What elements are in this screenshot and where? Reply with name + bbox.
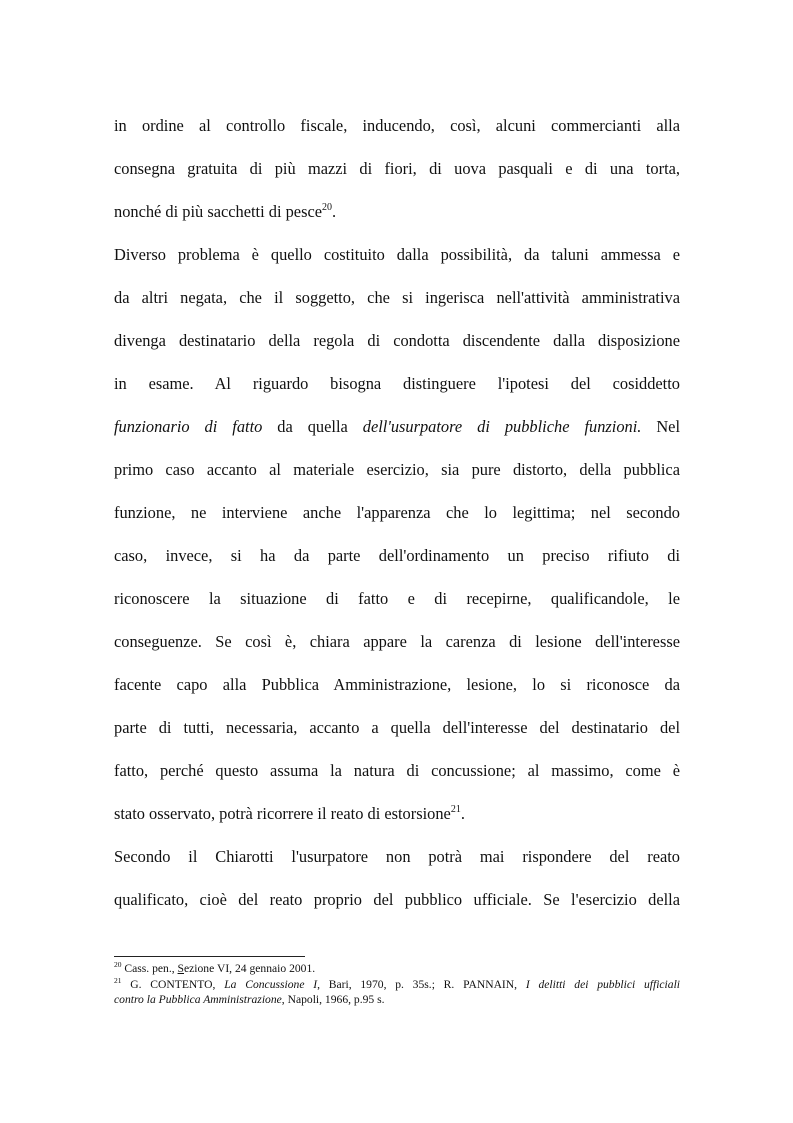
body-line — [114, 718, 680, 738]
italic-text: I delitti dei pubblici ufficiali — [525, 978, 681, 991]
text-run: S — [177, 962, 184, 975]
body-line — [114, 288, 680, 308]
text-run: , Napoli, 1966, p.95 s. — [281, 993, 385, 1006]
text-run: nonché di più sacchetti di pesce — [114, 202, 322, 221]
text-run: . — [332, 202, 337, 221]
body-line — [114, 675, 680, 695]
text-run: Cass. pen., — [121, 962, 178, 975]
text-run: G. CONTENTO, — [121, 978, 225, 991]
footnote-line — [114, 978, 680, 992]
text-run: da altri negata, che il soggetto, che si ingerisca nell'attività amministrativa — [114, 288, 680, 307]
text-run: in ordine al controllo fiscale, inducendo, così, alcuni commercianti alla — [114, 116, 680, 135]
footnote-line — [114, 993, 680, 1007]
text-run: fatto, perché questo assuma la natura di concussione; al massimo, come è — [114, 761, 680, 780]
text-run: da quella — [262, 417, 363, 436]
body-line — [114, 847, 680, 867]
text-run: , Bari, 1970, p. 35s.; R. PANNAIN, — [317, 978, 526, 991]
footnote-reference: 21 — [114, 976, 122, 985]
text-run: Secondo il Chiarotti l'usurpatore non potrà mai rispondere del reato — [114, 847, 680, 866]
body-line — [114, 589, 680, 609]
text-run: qualificato, cioè del reato proprio del pubblico ufficiale. Se l'esercizio della — [114, 890, 680, 909]
body-line — [114, 331, 680, 351]
body-line — [114, 116, 680, 136]
text-run: parte di tutti, necessaria, accanto a quella dell'interesse del destinatario del — [114, 718, 680, 737]
footnote-reference: 21 — [450, 804, 461, 815]
italic-text: dell'usurpatore di pubbliche funzioni. — [362, 417, 642, 436]
body-line — [114, 890, 680, 910]
text-run: ezione VI, 24 gennaio 2001. — [184, 962, 316, 975]
text-run: in esame. Al riguardo bisogna distinguere l'ipotesi del cosiddetto — [114, 374, 680, 393]
text-run: divenga destinatario della regola di condotta discendente dalla disposizione — [114, 331, 680, 350]
body-line — [114, 804, 680, 824]
text-run: funzione, ne interviene anche l'apparenza che lo legittima; nel secondo — [114, 503, 680, 522]
body-line — [114, 546, 680, 566]
text-run: . — [460, 804, 465, 823]
text-run: primo caso accanto al materiale esercizio, sia pure distorto, della pubblica — [114, 460, 680, 479]
body-line — [114, 503, 680, 523]
body-line — [114, 460, 680, 480]
footnote-separator — [114, 956, 305, 957]
body-line — [114, 202, 680, 222]
text-run: Nel — [641, 417, 681, 436]
text-run: consegna gratuita di più mazzi di fiori, di uova pasquali e di una torta, — [114, 159, 680, 178]
body-line — [114, 245, 680, 265]
footnote-reference: 20 — [322, 202, 332, 213]
italic-text: contro la Pubblica Amministrazione — [114, 993, 282, 1006]
text-run: stato osservato, potrà ricorrere il reato di estorsione — [114, 804, 451, 823]
body-line — [114, 159, 680, 179]
text-run: riconoscere la situazione di fatto e di recepirne, qualificandole, le — [114, 589, 680, 608]
body-line — [114, 374, 680, 394]
body-line — [114, 761, 680, 781]
body-line — [114, 632, 680, 652]
text-run: caso, invece, si ha da parte dell'ordinamento un preciso rifiuto di — [114, 546, 680, 565]
text-run: Diverso problema è quello costituito dalla possibilità, da taluni ammessa e — [114, 245, 680, 264]
footnote-line — [114, 962, 680, 976]
italic-text: funzionario di fatto — [114, 417, 263, 436]
text-run: facente capo alla Pubblica Amministrazione, lesione, lo si riconosce da — [114, 675, 680, 694]
italic-text: La Concussione I — [224, 978, 318, 991]
text-run: conseguenze. Se così è, chiara appare la carenza di lesione dell'interesse — [114, 632, 680, 651]
footnote-reference: 20 — [114, 960, 122, 969]
body-line — [114, 417, 680, 437]
